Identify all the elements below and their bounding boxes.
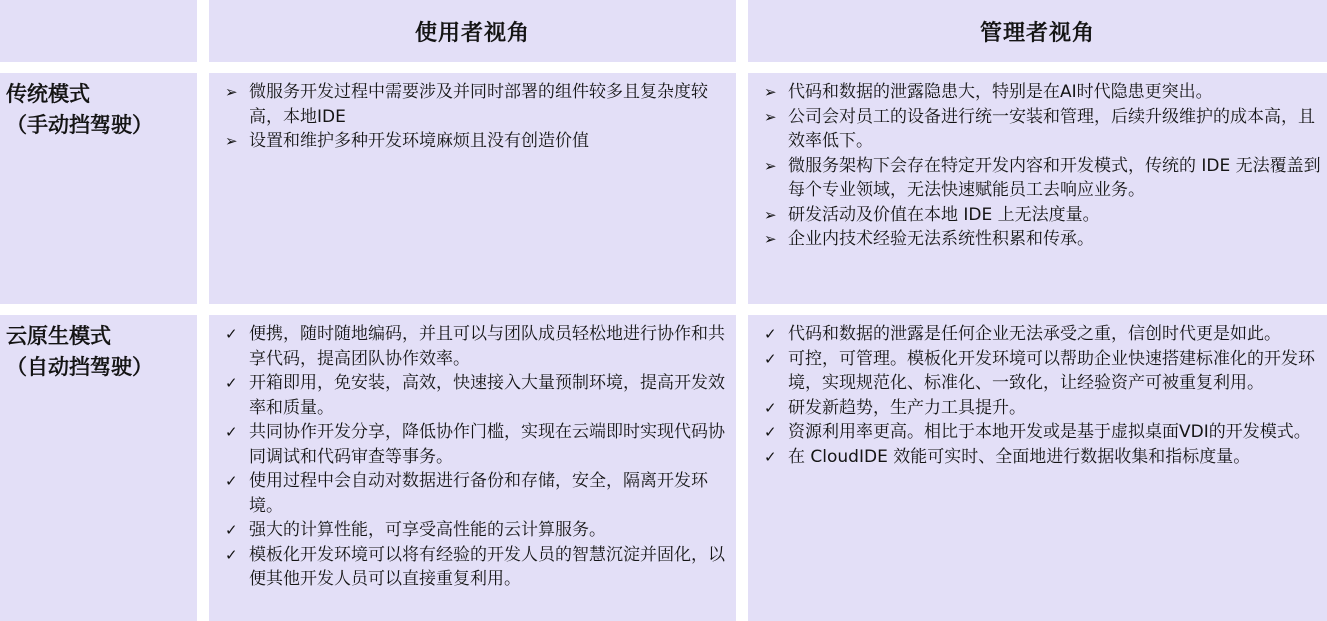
bullet-text: 研发活动及价值在本地 IDE 上无法度量。 — [788, 204, 1100, 225]
bullet-item — [219, 80, 730, 129]
bullet-item — [219, 371, 730, 420]
bullet-item — [758, 322, 1321, 347]
arrow-bullet-icon: ➢ — [225, 132, 238, 150]
check-bullet-icon: ✓ — [225, 325, 238, 343]
bullet-item — [758, 347, 1321, 396]
bullet-text: 开箱即用，免安装，高效，快速接入大量预制环境，提高开发效率和质量。 — [249, 373, 725, 418]
check-bullet-icon: ✓ — [225, 374, 238, 392]
bullet-text: 强大的计算性能，可享受高性能的云计算服务。 — [249, 520, 606, 540]
bullet-text: 共同协作开发分享，降低协作门槛，实现在云端即时实现代码协同调试和代码审查等事务。 — [249, 422, 725, 467]
bullet-item — [219, 518, 730, 543]
row-label-traditional-line1: 传统模式 — [6, 82, 90, 106]
arrow-bullet-icon: ➢ — [764, 107, 777, 126]
bullet-item — [219, 543, 730, 592]
row-label-cloudnative-line2: （自动挡驾驶） — [6, 355, 153, 379]
bullet-item — [758, 203, 1321, 228]
bullet-item — [758, 80, 1321, 105]
column-header-admin-perspective — [748, 0, 1327, 62]
bullet-text: 企业内技术经验无法系统性积累和传承。 — [788, 229, 1094, 249]
check-bullet-icon: ✓ — [764, 423, 777, 441]
check-bullet-icon: ✓ — [764, 447, 777, 466]
bullet-item — [758, 445, 1321, 470]
check-bullet-icon: ✓ — [764, 398, 777, 417]
row-label-traditional-mode — [0, 73, 197, 304]
row-label-cloudnative-line1: 云原生模式 — [6, 324, 111, 348]
bullet-text: 使用过程中会自动对数据进行备份和存储，安全，隔离开发环境。 — [249, 471, 708, 516]
bullet-item — [758, 396, 1321, 421]
cell-cloudnative-admin-items — [748, 315, 1327, 621]
cell-traditional-user-items — [209, 73, 736, 304]
row-label-traditional-line2: （手动挡驾驶） — [6, 113, 153, 137]
check-bullet-icon: ✓ — [225, 521, 238, 539]
bullet-text: 代码和数据的泄露隐患大，特别是在AI时代隐患更突出。 — [788, 82, 1213, 102]
column-header-admin-label: 管理者视角 — [979, 20, 1095, 46]
bullet-text: 公司会对员工的设备进行统一安装和管理，后续升级维护的成本高，且效率低下。 — [788, 106, 1315, 151]
bullet-item — [219, 469, 730, 518]
bullet-text: 模板化开发环境可以将有经验的开发人员的智慧沉淀并固化，以便其他开发人员可以直接重复利用。 — [249, 544, 725, 589]
check-bullet-icon: ✓ — [225, 545, 238, 564]
bullet-item — [219, 420, 730, 469]
row-label-cloudnative-mode — [0, 315, 197, 621]
column-header-user-perspective — [209, 0, 736, 62]
arrow-bullet-icon: ➢ — [764, 83, 777, 101]
bullet-text: 在 CloudIDE 效能可实时、全面地进行数据收集和指标度量。 — [788, 446, 1251, 467]
cell-cloudnative-user-items — [209, 315, 736, 621]
bullet-item — [758, 227, 1321, 252]
bullet-text: 资源利用率更高。相比于本地开发或是基于虚拟桌面VDI的开发模式。 — [788, 422, 1311, 442]
arrow-bullet-icon: ➢ — [764, 156, 777, 175]
bullet-text: 微服务开发过程中需要涉及并同时部署的组件较多且复杂度较高，本地IDE — [249, 82, 708, 127]
bullet-item — [758, 105, 1321, 154]
cell-traditional-admin-items — [748, 73, 1327, 304]
corner-cell — [0, 0, 197, 62]
check-bullet-icon: ✓ — [764, 349, 777, 368]
bullet-item — [758, 154, 1321, 203]
bullet-text: 可控，可管理。模板化开发环境可以帮助企业快速搭建标准化的开发环境，实现规范化、标准化、一致化，让经验资产可被重复利用。 — [788, 348, 1315, 393]
bullet-item — [219, 322, 730, 371]
bullet-text: 设置和维护多种开发环境麻烦且没有创造价值 — [249, 131, 589, 151]
bullet-text: 研发新趋势，生产力工具提升。 — [788, 397, 1026, 418]
arrow-bullet-icon: ➢ — [764, 205, 777, 224]
check-bullet-icon: ✓ — [764, 325, 777, 343]
arrow-bullet-icon: ➢ — [225, 83, 238, 101]
bullet-text: 便携，随时随地编码，并且可以与团队成员轻松地进行协作和共享代码，提高团队协作效率。 — [249, 324, 725, 369]
bullet-item — [758, 420, 1321, 445]
bullet-text: 微服务架构下会存在特定开发内容和开发模式，传统的 IDE 无法覆盖到每个专业领域，无法快速赋能员工去响应业务。 — [788, 155, 1321, 200]
arrow-bullet-icon: ➢ — [764, 230, 777, 248]
check-bullet-icon: ✓ — [225, 423, 238, 441]
check-bullet-icon: ✓ — [225, 472, 238, 490]
bullet-item — [219, 129, 730, 154]
column-header-user-label: 使用者视角 — [414, 20, 530, 46]
bullet-text: 代码和数据的泄露是任何企业无法承受之重，信创时代更是如此。 — [788, 324, 1281, 344]
